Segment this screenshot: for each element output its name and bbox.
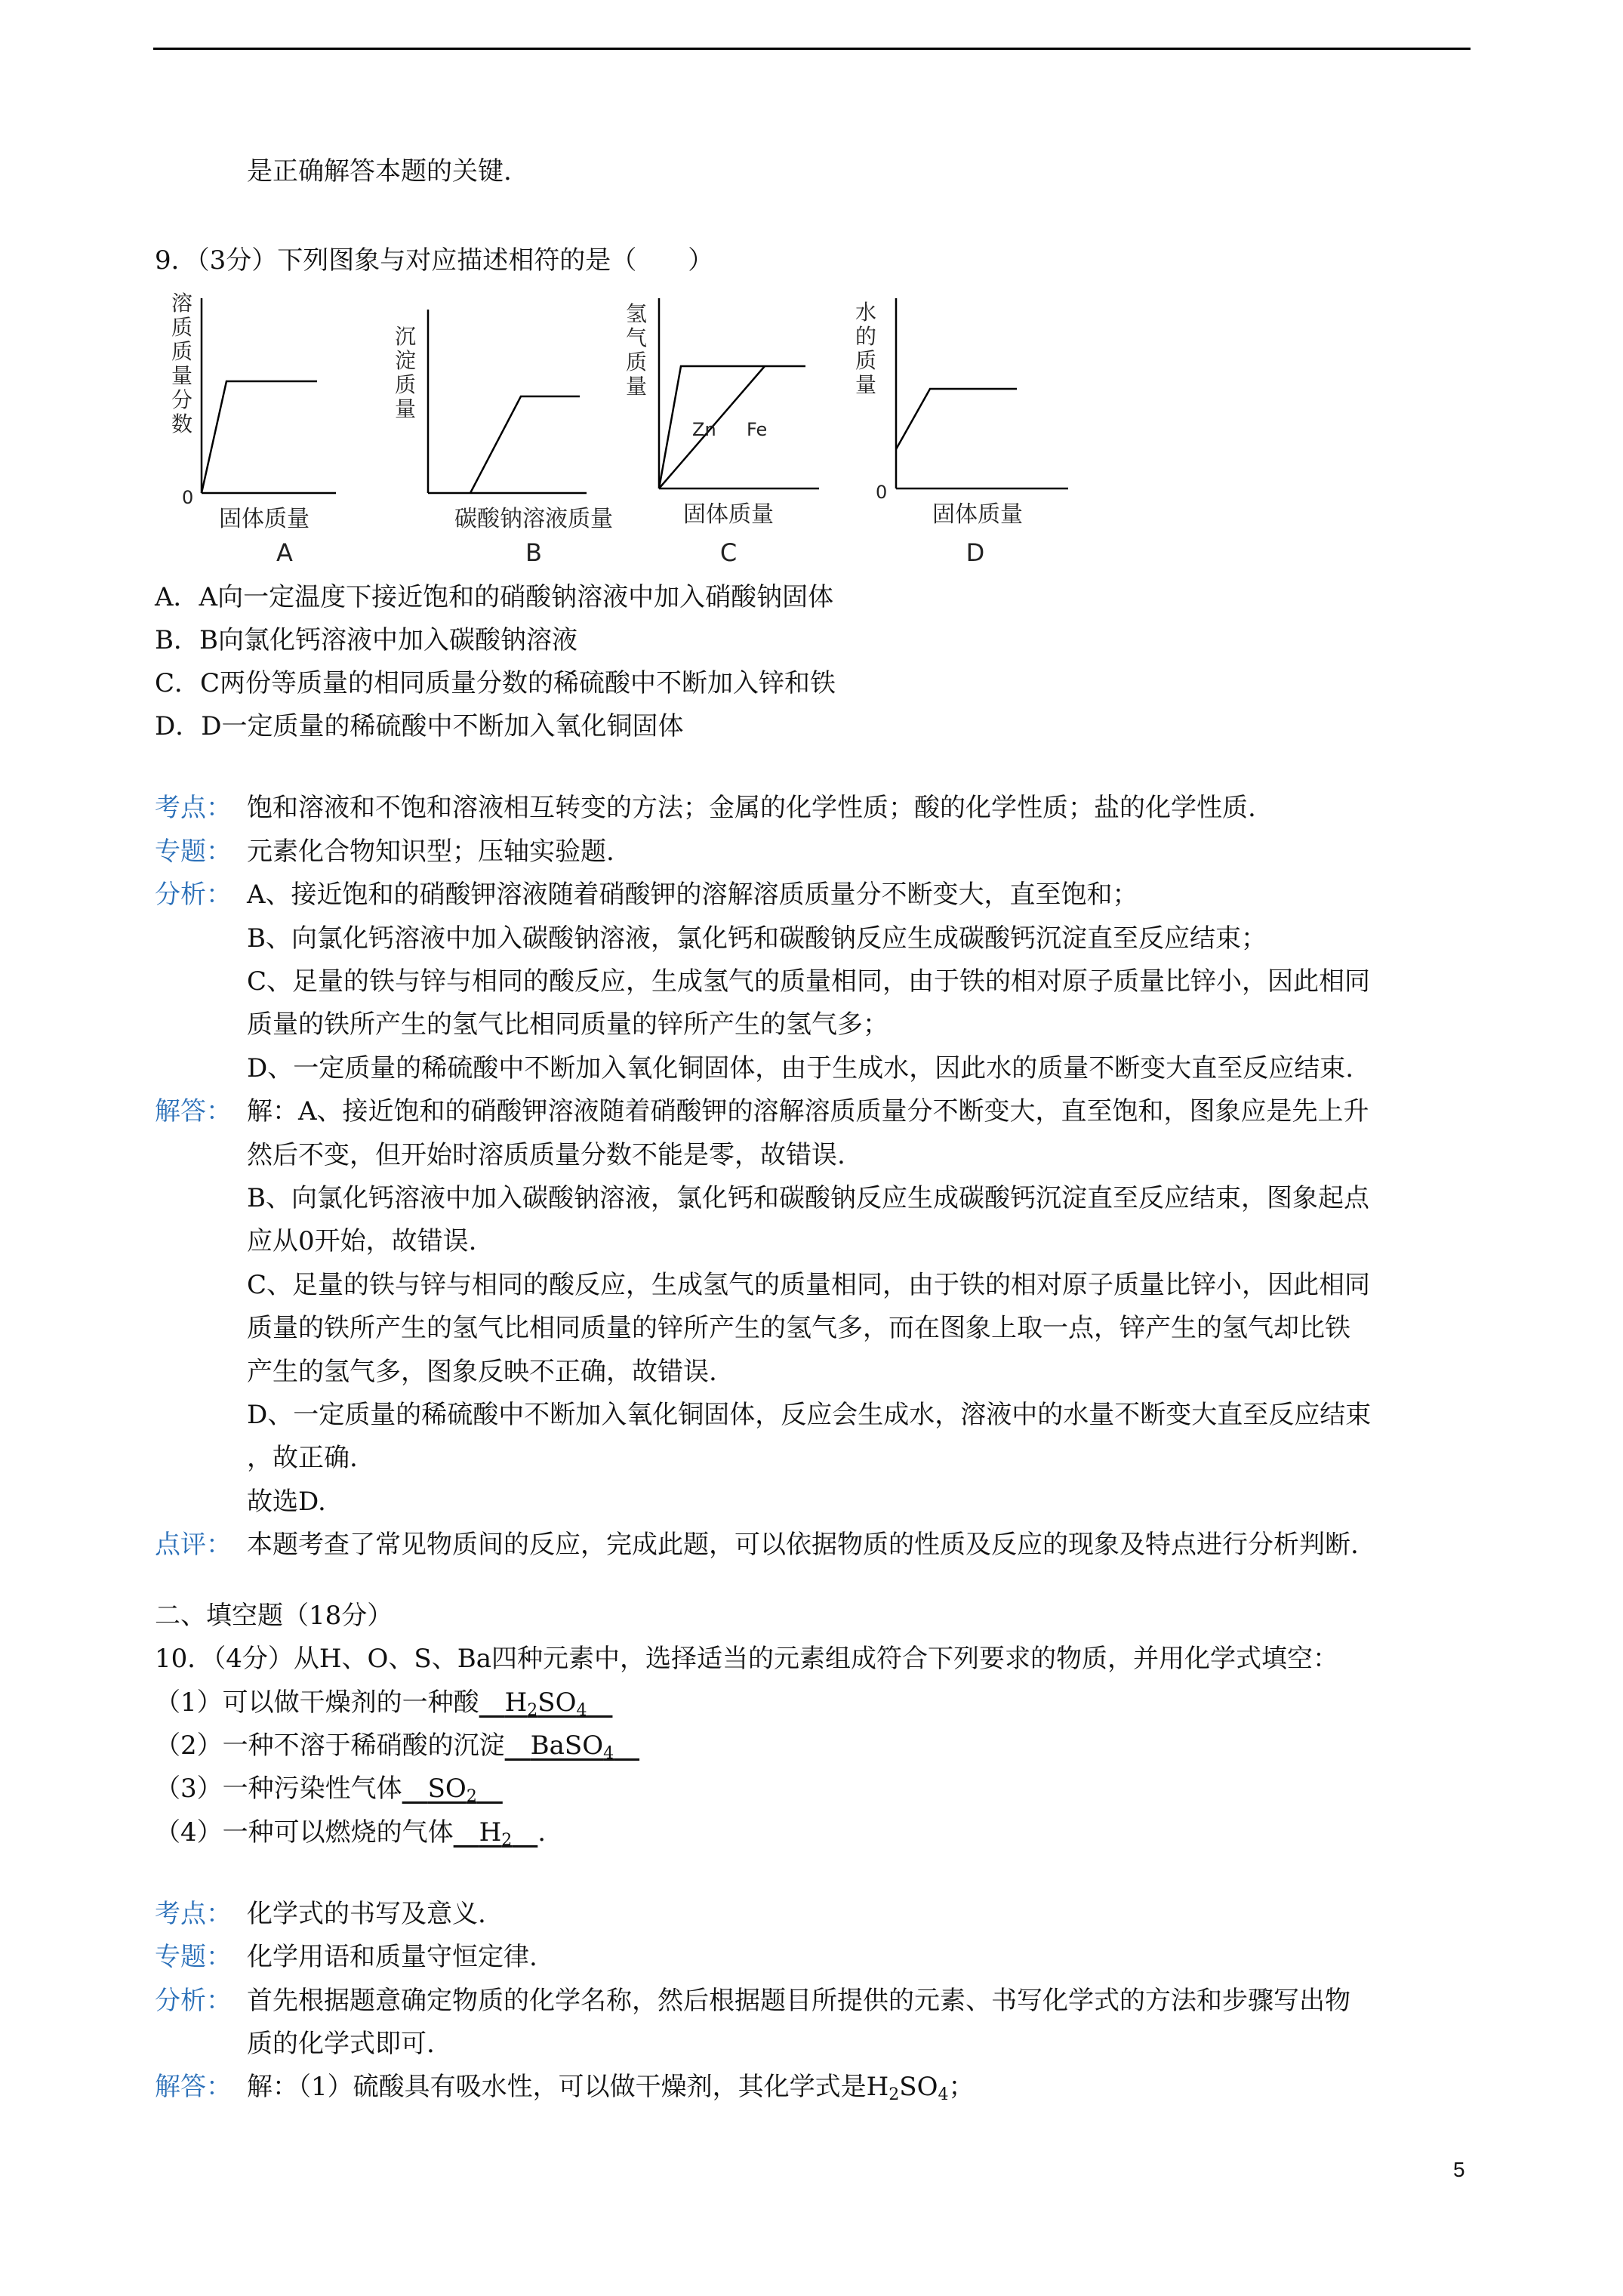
- graph-b-curve: [470, 396, 580, 493]
- graph-b-xlabel: 碳酸钠溶液质量: [454, 506, 613, 532]
- graph-c-zn-line: [659, 366, 805, 488]
- q9-option-a: A．A向一定温度下接近饱和的硝酸钠溶液中加入硝酸钠固体: [155, 582, 834, 612]
- q10-fenxi-line: 质的化学式即可.: [247, 2029, 435, 2059]
- q9-jieda-line: 质量的铁所产生的氢气比相同质量的锌所产生的氢气多，而在图象上取一点，锌产生的氢气却比铁: [247, 1313, 1350, 1343]
- graph-d: [855, 298, 1068, 567]
- graph-d-xlabel: 固体质量: [932, 501, 1023, 528]
- q10-item-tail: .: [537, 1817, 547, 1848]
- q10-kaodian-text: 化学式的书写及意义.: [247, 1899, 486, 1929]
- q9-stem: 9．（3分）下列图象与对应描述相符的是（ ）: [155, 245, 714, 276]
- blank-pad: [614, 1730, 639, 1761]
- graph-c: [626, 298, 819, 567]
- formula-subscript: 4: [938, 2085, 949, 2104]
- graph-a-ylabel-5: 分: [171, 387, 193, 412]
- q9-jieda-line: 然后不变，但开始时溶质质量分数不能是零，故错误.: [247, 1140, 845, 1170]
- q10-jieda-label: 解答：: [155, 2072, 232, 2102]
- formula-subscript: 2: [527, 1701, 538, 1720]
- graph-c-xlabel: 固体质量: [683, 501, 774, 528]
- formula-subscript: 2: [466, 1787, 477, 1806]
- graph-c-ylabel-2: 气: [626, 325, 648, 350]
- graph-a-letter: A: [276, 538, 293, 567]
- formula-part: BaSO: [530, 1730, 604, 1761]
- q9-option-b: B．B向氯化钙溶液中加入碳酸钠溶液: [155, 625, 577, 655]
- graph-c-ylabel-3: 质: [626, 350, 648, 374]
- q9-jieda-label: 解答：: [155, 1096, 232, 1126]
- blank-pad: [587, 1687, 612, 1718]
- graph-a-ylabel-6: 数: [171, 411, 193, 436]
- graph-d-ylabel-1: 水: [855, 300, 877, 325]
- blank-pad: [454, 1817, 479, 1848]
- previous-answer-tail: 是正确解答本题的关键.: [247, 156, 512, 186]
- graph-c-zn-label: Zn: [692, 419, 716, 440]
- formula-part: SO: [537, 1687, 577, 1718]
- q9-zhuanti-text: 元素化合物知识型；压轴实验题.: [247, 837, 614, 867]
- graph-d-ylabel-3: 质: [855, 348, 877, 373]
- q10-zhuanti-text: 化学用语和质量守恒定律.: [247, 1942, 537, 1972]
- q10-jieda-line: [247, 2070, 974, 2112]
- q9-fenxi-line: B、向氯化钙溶液中加入碳酸钠溶液，氯化钙和碳酸钠反应生成碳酸钙沉淀直至反应结束；: [247, 923, 1267, 954]
- q10-item-3: [155, 1772, 503, 1814]
- q9-jieda-line: 应从0开始，故错误.: [247, 1226, 477, 1256]
- graph-c-letter: C: [719, 538, 738, 567]
- q9-option-c: C．C两份等质量的相同质量分数的稀硫酸中不断加入锌和铁: [155, 668, 836, 698]
- q9-graphs: [155, 291, 1121, 574]
- graph-a-curve: [202, 381, 317, 493]
- section-heading: 二、填空题（18分）: [155, 1601, 393, 1631]
- page-number: 5: [1453, 2158, 1465, 2181]
- graph-b-ylabel-1: 沉: [395, 324, 417, 349]
- q9-jieda-line: 解：A、接近饱和的硝酸钾溶液随着硝酸钾的溶解溶质质量分不断变大，直至饱和，图象应是先上升: [247, 1096, 1369, 1126]
- q10-kaodian-label: 考点：: [155, 1899, 232, 1929]
- graph-a-ylabel-2: 质: [171, 315, 193, 340]
- q9-option-d: D．D一定质量的稀硫酸中不断加入氧化铜固体: [155, 711, 684, 741]
- graph-b-ylabel-3: 质: [395, 372, 417, 397]
- q10-jieda-tail: ；: [948, 2072, 975, 2102]
- q10-item-text: （4）一种可以燃烧的气体: [155, 1817, 454, 1848]
- q10-item-2: [155, 1729, 639, 1771]
- formula-subscript: 4: [603, 1744, 614, 1763]
- formula-subscript: 4: [576, 1701, 587, 1720]
- graph-c-ylabel-4: 量: [626, 374, 648, 399]
- graph-c-ylabel-1: 氢: [626, 301, 648, 326]
- q9-fenxi-line: D、一定质量的稀硫酸中不断加入氧化铜固体，由于生成水，因此水的质量不断变大直至反应结束.: [247, 1053, 1354, 1083]
- graph-c-fe-label: Fe: [747, 419, 768, 440]
- blank-pad: [477, 1774, 503, 1804]
- formula-part: SO: [899, 2072, 938, 2102]
- formula-part: H: [866, 2072, 889, 2102]
- graph-a-ylabel-1: 溶: [171, 291, 193, 316]
- q10-answer-3: [402, 1774, 503, 1804]
- blank-pad: [402, 1774, 428, 1804]
- q10-item-4: [155, 1816, 546, 1857]
- q9-fenxi-line: A、接近饱和的硝酸钾溶液随着硝酸钾的溶解溶质质量分不断变大，直至饱和；: [247, 880, 1138, 910]
- q9-dianping-text: 本题考查了常见物质间的反应，完成此题，可以依据物质的性质及反应的现象及特点进行分析判断.: [247, 1530, 1359, 1560]
- blank-pad: [479, 1687, 505, 1718]
- graph-a: [171, 291, 336, 567]
- blank-pad: [505, 1730, 531, 1761]
- q9-kaodian-label: 考点：: [155, 793, 232, 823]
- blank-pad: [512, 1817, 537, 1848]
- q10-jieda-text: 解：（1）硫酸具有吸水性，可以做干燥剂，其化学式是: [247, 2072, 867, 2102]
- q9-jieda-line: D、一定质量的稀硫酸中不断加入氧化铜固体，反应会生成水，溶液中的水量不断变大直至反应结束: [247, 1400, 1372, 1430]
- graph-b-ylabel-2: 淀: [395, 348, 417, 373]
- graph-d-curve: [896, 389, 1017, 449]
- graph-d-ylabel-2: 的: [855, 324, 877, 349]
- q9-dianping-label: 点评：: [155, 1530, 232, 1560]
- graph-d-origin: 0: [876, 482, 888, 503]
- graph-a-ylabel-4: 量: [171, 363, 193, 388]
- q10-fenxi-line: 首先根据题意确定物质的化学名称，然后根据题目所提供的元素、书写化学式的方法和步骤写出物: [247, 1986, 1350, 2016]
- q9-zhuanti-label: 专题：: [155, 837, 232, 867]
- graph-a-origin: 0: [182, 487, 194, 508]
- q9-fenxi-line: C、足量的铁与锌与相同的酸反应，生成氢气的质量相同，由于铁的相对原子质量比锌小，因此相同: [247, 966, 1371, 997]
- graph-d-letter: D: [965, 538, 985, 567]
- formula-subscript: 2: [888, 2085, 900, 2104]
- q9-figure: [155, 291, 1121, 574]
- header-rule: [153, 48, 1471, 50]
- q9-fenxi-label: 分析：: [155, 880, 232, 910]
- q9-kaodian-text: 饱和溶液和不饱和溶液相互转变的方法；金属的化学性质；酸的化学性质；盐的化学性质.: [247, 793, 1256, 823]
- q10-item-text: （3）一种污染性气体: [155, 1774, 402, 1804]
- graph-d-ylabel-4: 量: [855, 372, 877, 397]
- formula-subscript: 2: [501, 1831, 513, 1850]
- q10-answer-2: [505, 1730, 639, 1761]
- formula-part: H: [479, 1817, 502, 1848]
- q10-item-1: [155, 1686, 612, 1727]
- q9-jieda-line: B、向氯化钙溶液中加入碳酸钠溶液，氯化钙和碳酸钠反应生成碳酸钙沉淀直至反应结束，图象起点: [247, 1183, 1369, 1213]
- graph-a-ylabel-3: 质: [171, 339, 193, 364]
- q10-fenxi-label: 分析：: [155, 1986, 232, 2016]
- q10-item-text: （2）一种不溶于稀硝酸的沉淀: [155, 1730, 505, 1761]
- q10-answer-4: [454, 1817, 538, 1848]
- q9-jieda-line: 产生的氢气多，图象反映不正确，故错误.: [247, 1357, 717, 1387]
- graph-a-xlabel: 固体质量: [219, 506, 310, 532]
- q10-answer-1: [479, 1687, 613, 1718]
- graph-b: [395, 310, 613, 567]
- q10-item-text: （1）可以做干燥剂的一种酸: [155, 1687, 479, 1718]
- formula-part: SO: [427, 1774, 467, 1804]
- q9-fenxi-line: 质量的铁所产生的氢气比相同质量的锌所产生的氢气多；: [247, 1009, 888, 1040]
- q9-jieda-line: C、足量的铁与锌与相同的酸反应，生成氢气的质量相同，由于铁的相对原子质量比锌小，因此相同: [247, 1270, 1371, 1300]
- graph-b-letter: B: [525, 538, 542, 567]
- q9-jieda-line: ，故正确.: [247, 1443, 358, 1473]
- q10-zhuanti-label: 专题：: [155, 1942, 232, 1972]
- formula-part: H: [504, 1687, 528, 1718]
- q9-jieda-line: 故选D.: [247, 1487, 326, 1517]
- q10-stem: 10．（4分）从H、O、S、Ba四种元素中，选择适当的元素组成符合下列要求的物质，并用化学式填空：: [155, 1644, 1338, 1674]
- graph-b-ylabel-4: 量: [395, 396, 417, 421]
